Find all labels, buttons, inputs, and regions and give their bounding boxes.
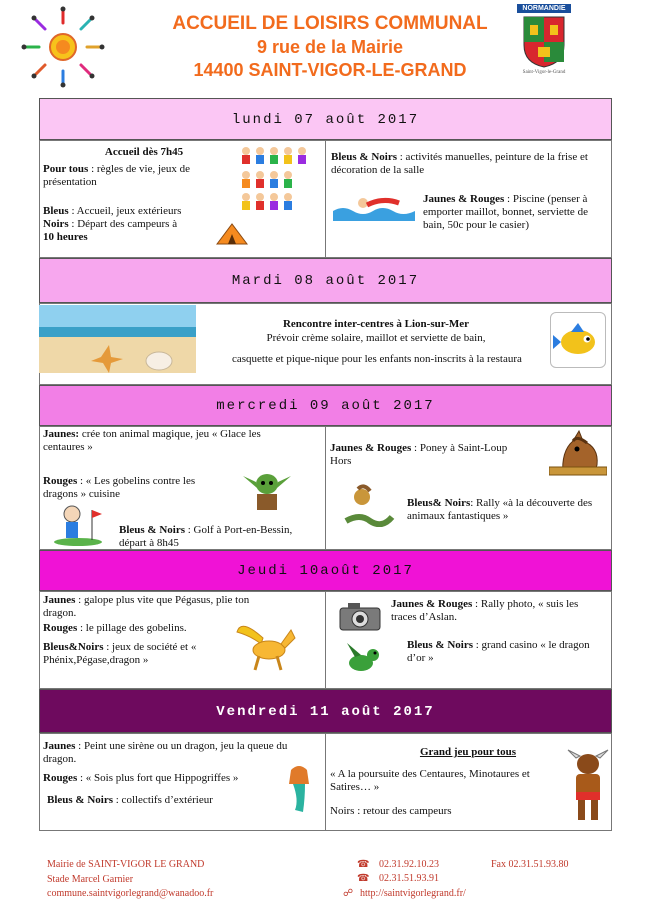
beach-illustration: [39, 305, 196, 373]
friday-left-p2: [43, 772, 273, 785]
column-divider: [325, 140, 326, 258]
group-label: Jaunes & Rouges: [391, 598, 473, 610]
day-title: mercredi 09 août 2017: [216, 398, 435, 414]
group-label: Jaunes & Rouges: [423, 193, 505, 205]
grand-jeu-heading: Grand jeu pour tous: [419, 746, 517, 758]
day-band-tuesday: [39, 258, 612, 303]
group-label: Rouges: [43, 622, 78, 634]
column-divider: [325, 426, 326, 550]
group-label: Jaunes: [43, 740, 76, 752]
footer-stade: Stade Marcel Garnier: [47, 874, 134, 885]
activity-text: crée ton animal magique, jeu « Glace les centaures »: [43, 428, 261, 453]
tuesday-line3: casquette et pique-nique pour les enfants non-inscrits à la restaura: [232, 353, 522, 365]
monday-right-p2: [423, 193, 608, 232]
horse-illustration: [549, 427, 607, 477]
group-label: Bleus& Noirs: [407, 497, 471, 509]
swimmer-illustration: [333, 191, 415, 221]
golfer-illustration: [52, 502, 104, 546]
footer-fax: Fax 02.31.51.93.80: [491, 859, 569, 870]
departure-time: 10 heures: [43, 231, 88, 243]
tuesday-heading: Rencontre inter-centres à Lion-sur-Mer: [282, 318, 470, 330]
pegasus-illustration: [233, 614, 299, 672]
goblin-illustration: [237, 468, 297, 514]
footer-email[interactable]: commune.saintvigorlegrand@wanadoo.fr: [47, 888, 214, 899]
column-divider: [325, 733, 326, 831]
day-band-friday: [39, 689, 612, 733]
thursday-right-p1: [391, 598, 606, 624]
monday-left-p2: [43, 205, 243, 218]
group-label: Pour tous: [43, 163, 89, 175]
thursday-right-p2: [407, 639, 607, 665]
group-label: Bleus&Noirs: [43, 641, 104, 653]
thursday-left-p2: [43, 622, 243, 635]
tent-illustration: [215, 222, 249, 246]
friday-right-p2: Noirs : retour des campeurs: [330, 805, 452, 817]
crest-logo: [517, 4, 571, 88]
day-band-wednesday: [39, 385, 612, 426]
header-city: 14400 SAINT-VIGOR-LE-GRAND: [193, 60, 467, 80]
activity-text: : jeux de société et « Phénix,Pégase,dragon »: [43, 641, 197, 666]
wednesday-left-p2: [43, 475, 218, 501]
activity-text: : Rally «à la découverte des animaux fantastiques »: [407, 497, 593, 522]
monday-heading: Accueil dès 7h45: [104, 146, 184, 158]
header-title: ACCUEIL DE LOISIRS COMMUNAL: [172, 13, 488, 34]
tuesday-line2: Prévoir crème solaire, maillot et serviette de bain,: [266, 332, 486, 344]
group-label: Bleus & Noirs: [119, 524, 185, 536]
day-title: lundi 07 août 2017: [231, 112, 420, 128]
group-label: Jaunes & Rouges: [330, 442, 412, 454]
day-title: Vendredi 11 août 2017: [216, 704, 435, 720]
day-band-monday: [39, 98, 612, 140]
activity-text: : galope plus vite que Pégasus, plie ton dragon.: [43, 594, 250, 619]
wednesday-left-p3: [119, 524, 319, 550]
activity-text: : grand casino « le dragon d’or »: [407, 639, 590, 664]
wednesday-right-p2: [407, 497, 607, 523]
footer-mairie: Mairie de SAINT-VIGOR LE GRAND: [47, 859, 205, 870]
thursday-left-p3: [43, 641, 223, 667]
activity-text: : « Sois plus fort que Hippogriffes »: [77, 772, 239, 784]
activity-text: : « Les gobelins contre les dragons » cuisine: [43, 475, 196, 500]
phone-icon: ☎: [357, 873, 370, 884]
activity-text: : Départ des campeurs à: [68, 218, 178, 230]
fish-illustration: [550, 312, 606, 368]
phone-icon: ☎: [357, 859, 370, 870]
wednesday-right-p1: [330, 442, 530, 468]
friday-left-p1: [43, 740, 315, 766]
friday-left-p3: [47, 794, 247, 807]
crest-caption: Saint-Vigor-le-Grand: [522, 70, 566, 75]
wednesday-left-p1: [43, 428, 288, 454]
activity-text: : Accueil, jeux extérieurs: [68, 205, 182, 217]
column-divider: [325, 591, 326, 689]
group-label: Bleus: [43, 205, 69, 217]
mermaid-illustration: [283, 764, 315, 816]
group-label: Rouges: [43, 772, 78, 784]
activity-text: : règles de vie, jeux de présentation: [43, 163, 191, 188]
activity-text: : collectifs d’extérieur: [113, 794, 213, 806]
crest-label: NORMANDIE: [517, 4, 571, 13]
activity-text: : activités manuelles, peinture de la frise et décoration de la salle: [331, 151, 588, 176]
monday-left-p1: [43, 163, 243, 189]
group-label: Jaunes:: [43, 428, 80, 440]
day-title: Mardi 08 août 2017: [231, 273, 420, 289]
friday-right-p1: « A la poursuite des Centaures, Minotaures et Satires… »: [330, 768, 530, 793]
activity-text: : Golf à Port-en-Bessin, départ à 8h45: [119, 524, 293, 549]
friday-right-heading: [408, 746, 528, 759]
children-illustration: [238, 143, 320, 213]
day-title: Jeudi 10août 2017: [237, 563, 414, 579]
day-band-thursday: [39, 550, 612, 591]
activity-text: : Poney à Saint-Loup Hors: [330, 442, 508, 467]
activity-text: : Peint une sirène ou un dragon, jeu la queue du dragon.: [43, 740, 288, 765]
monday-left-p3: [43, 218, 213, 244]
monday-right-p1: [331, 151, 607, 177]
globe-icon: ☍: [343, 888, 354, 899]
header-street: 9 rue de la Mairie: [256, 37, 404, 57]
camera-illustration: [338, 600, 384, 634]
dragon-illustration: [341, 641, 383, 675]
group-label: Noirs: [43, 218, 69, 230]
sun-logo: [18, 6, 108, 88]
group-label: Bleus & Noirs: [47, 794, 113, 806]
mermaid-creature-illustration: [340, 483, 398, 527]
group-label: Bleus & Noirs: [407, 639, 473, 651]
footer-phone2: 02.31.51.93.91: [379, 873, 439, 884]
minotaur-illustration: [566, 748, 610, 824]
activity-text: : Rally photo, « suis les traces d’Aslan.: [391, 598, 579, 623]
footer-url[interactable]: http://saintvigorlegrand.fr/: [360, 888, 466, 899]
activity-text: : Piscine (penser à emporter maillot, bonnet, serviette de bain, 50c pour le casier): [423, 193, 588, 231]
footer-phone1: 02.31.92.10.23: [379, 859, 439, 870]
activity-text: : le pillage des gobelins.: [77, 622, 187, 634]
group-label: Bleus & Noirs: [331, 151, 397, 163]
group-label: Rouges: [43, 475, 78, 487]
group-label: Jaunes: [43, 594, 76, 606]
